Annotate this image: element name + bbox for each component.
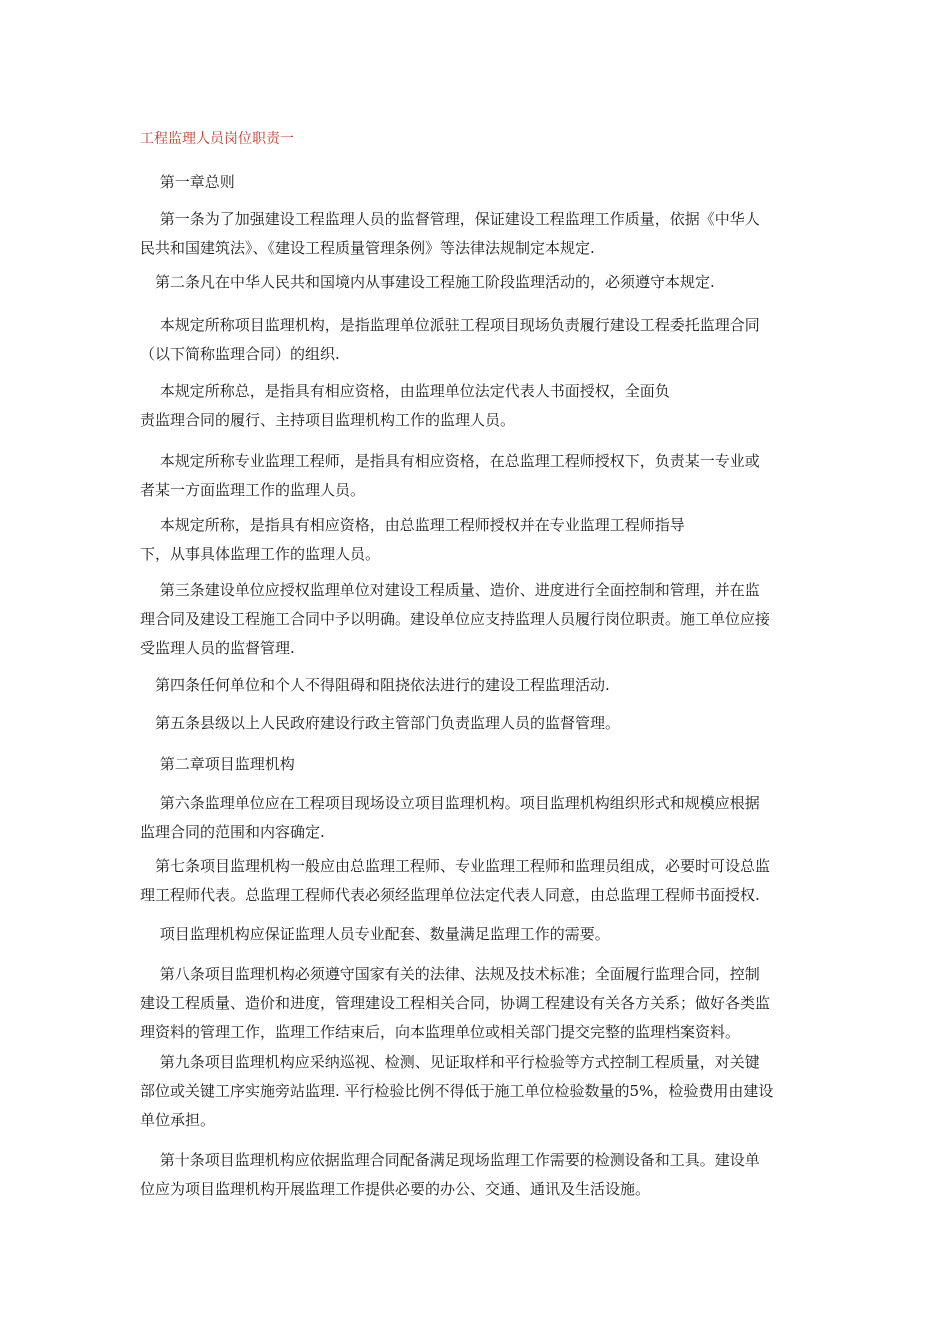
paragraph-line: 第二条凡在中华人民共和国境内从事建设工程施工阶段监理活动的，必须遵守本规定. bbox=[140, 273, 715, 291]
paragraph-line: 第五条县级以上人民政府建设行政主管部门负责监理人员的监督管理。 bbox=[140, 714, 621, 732]
paragraph-line: 第三条建设单位应授权监理单位对建设工程质量、造价、进度进行全面控制和管理，并在监 bbox=[140, 581, 760, 599]
paragraph-line: 本规定所称项目监理机构，是指监理单位派驻工程项目现场负责履行建设工程委托监理合同 bbox=[140, 316, 760, 334]
paragraph-line: 第十条项目监理机构应依据监理合同配备满足现场监理工作需要的检测设备和工具。建设单 bbox=[140, 1151, 760, 1169]
paragraph-article-4 bbox=[140, 671, 815, 700]
paragraph-article-9 bbox=[140, 1048, 815, 1135]
paragraph-line: 部位或关键工序实施旁站监理. 平行检验比例不得低于施工单位检验数量的5%，检验费用由建设 bbox=[140, 1082, 774, 1100]
paragraph-chapter-2 bbox=[140, 750, 815, 779]
paragraph-article-6 bbox=[140, 789, 815, 847]
paragraph-line: 监理合同的范围和内容确定. bbox=[140, 823, 325, 841]
paragraph-line: 责监理合同的履行、主持项目监理机构工作的监理人员。 bbox=[140, 411, 516, 429]
paragraph-line: 理资料的管理工作，监理工作结束后，向本监理单位或相关部门提交完整的监理档案资料。 bbox=[140, 1023, 741, 1041]
paragraph-article-7 bbox=[140, 852, 815, 910]
paragraph-line: 本规定所称，是指具有相应资格，由总监理工程师授权并在专业监理工程师指导 bbox=[140, 516, 685, 534]
paragraph-line: 受监理人员的监督管理. bbox=[140, 639, 295, 657]
paragraph-staffing bbox=[140, 920, 815, 949]
paragraph-line: 本规定所称总，是指具有相应资格，由监理单位法定代表人书面授权，全面负 bbox=[140, 382, 670, 400]
paragraph-line: 第一章总则 bbox=[140, 173, 235, 191]
paragraph-def-chief bbox=[140, 377, 815, 435]
paragraph-def-project-org bbox=[140, 311, 815, 369]
paragraph-line: 第七条项目监理机构一般应由总监理工程师、专业监理工程师和监理员组成，必要时可设总监 bbox=[140, 857, 771, 875]
paragraph-line: 第六条监理单位应在工程项目现场设立项目监理机构。项目监理机构组织形式和规模应根据 bbox=[140, 794, 760, 812]
paragraph-chapter-1 bbox=[140, 168, 815, 197]
paragraph-line: 项目监理机构应保证监理人员专业配套、数量满足监理工作的需要。 bbox=[140, 925, 610, 943]
paragraph-line: 单位承担。 bbox=[140, 1111, 216, 1129]
paragraph-line: （以下简称监理合同）的组织. bbox=[140, 345, 340, 363]
paragraph-article-10 bbox=[140, 1146, 815, 1204]
paragraph-article-2 bbox=[140, 268, 815, 297]
paragraph-line: 第四条任何单位和个人不得阻碍和阻挠依法进行的建设工程监理活动. bbox=[140, 676, 610, 694]
paragraph-line: 第八条项目监理机构必须遵守国家有关的法律、法规及技术标准；全面履行监理合同，控制 bbox=[140, 965, 760, 983]
paragraph-line: 理合同及建设工程施工合同中予以明确。建设单位应支持监理人员履行岗位职责。施工单位应接 bbox=[140, 610, 771, 628]
paragraph-line: 本规定所称专业监理工程师，是指具有相应资格，在总监理工程师授权下，负责某一专业或 bbox=[140, 452, 760, 470]
paragraph-line: 者某一方面监理工作的监理人员。 bbox=[140, 481, 366, 499]
paragraph-line: 民共和国建筑法》、《建设工程质量管理条例》等法律法规制定本规定. bbox=[140, 239, 595, 257]
paragraph-line: 建设工程质量、造价和进度，管理建设工程相关合同，协调工程建设有关各方关系；做好各类监 bbox=[140, 994, 771, 1012]
paragraph-line: 理工程师代表。总监理工程师代表必须经监理单位法定代表人同意，由总监理工程师书面授权. bbox=[140, 886, 760, 904]
paragraph-article-5 bbox=[140, 709, 815, 738]
paragraph-line: 第九条项目监理机构应采纳巡视、检测、见证取样和平行检验等方式控制工程质量，对关键 bbox=[140, 1053, 760, 1071]
paragraph-def-specialist bbox=[140, 447, 815, 505]
paragraph-article-1 bbox=[140, 205, 815, 263]
paragraph-article-8 bbox=[140, 960, 815, 1047]
paragraph-line: 第二章项目监理机构 bbox=[140, 755, 295, 773]
paragraph-line: 下，从事具体监理工作的监理人员。 bbox=[140, 545, 381, 563]
paragraph-line: 位应为项目监理机构开展监理工作提供必要的办公、交通、通讯及生活设施。 bbox=[140, 1180, 651, 1198]
paragraph-def-supervisor bbox=[140, 511, 815, 569]
document-title: 工程监理人员岗位职责一 bbox=[140, 131, 294, 147]
paragraph-line: 第一条为了加强建设工程监理人员的监督管理，保证建设工程监理工作质量，依据《中华人 bbox=[140, 210, 760, 228]
paragraph-article-3 bbox=[140, 576, 815, 663]
